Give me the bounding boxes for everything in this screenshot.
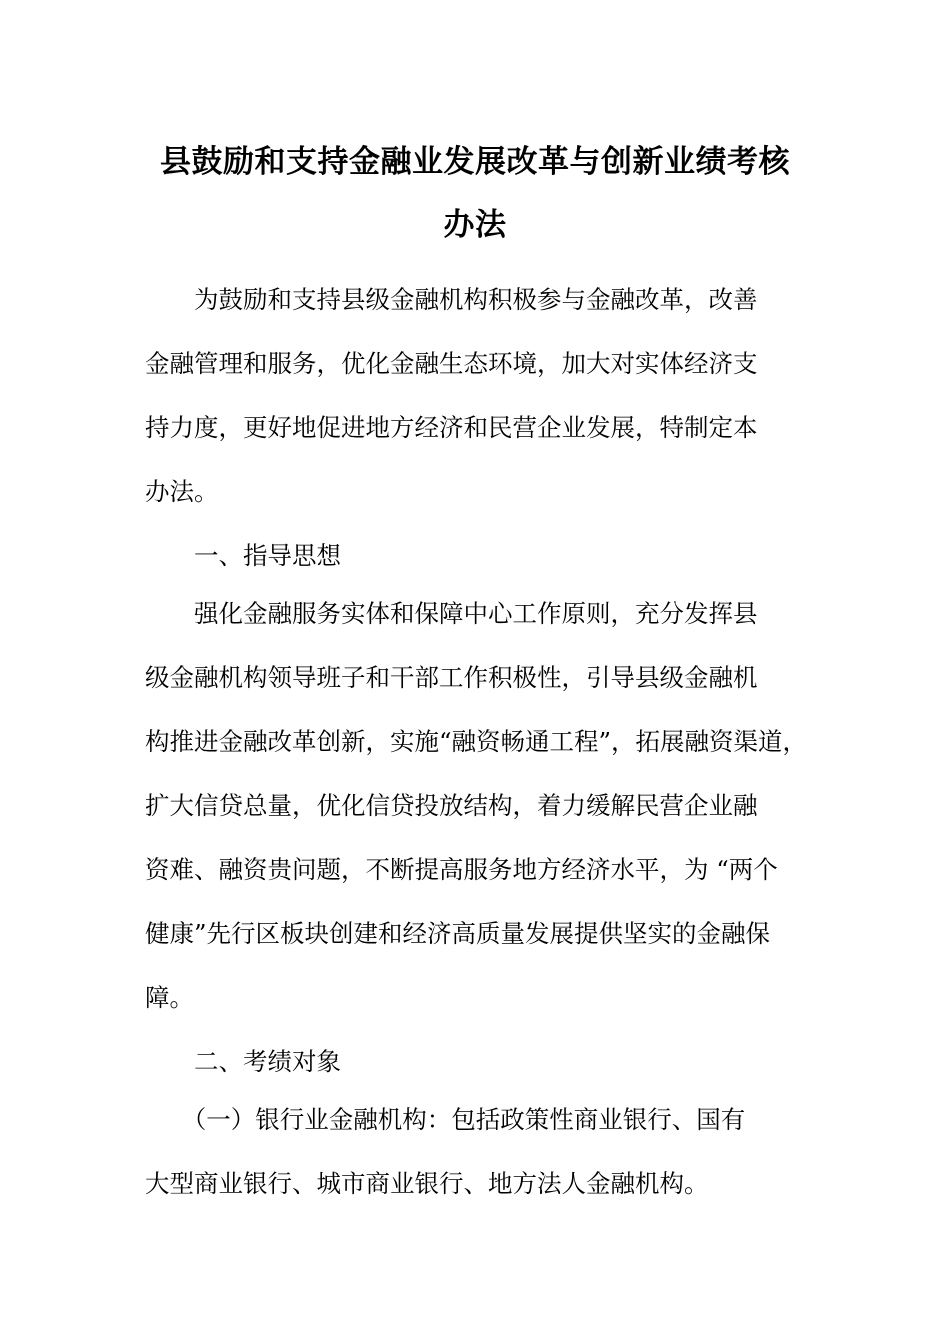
paragraph-guiding-line-6: 健康”先行区板块创建和经济高质量发展提供坚实的金融保: [145, 919, 771, 948]
document-title-line-1: 县鼓励和支持金融业发展改革与创新业绩考核: [160, 144, 790, 180]
paragraph-guiding-line-5: 资难、融资贵问题，不断提高服务地方经济水平，为 “两个: [145, 855, 778, 884]
paragraph-guiding-line-3: 构推进金融改革创新，实施“融资畅通工程”，拓展融资渠道，: [145, 727, 808, 756]
paragraph-objects-line-2: 大型商业银行、城市商业银行、地方法人金融机构。: [145, 1169, 709, 1198]
paragraph-guiding-line-4: 扩大信贷总量，优化信贷投放结构，着力缓解民营企业融: [145, 791, 758, 820]
paragraph-guiding-line-7: 障。: [145, 983, 194, 1012]
paragraph-intro-line-3: 持力度，更好地促进地方经济和民营企业发展，特制定本: [145, 413, 758, 442]
paragraph-intro-line-2: 金融管理和服务，优化金融生态环境，加大对实体经济支: [145, 349, 758, 378]
section-heading-guiding-ideology: 一、指导思想: [145, 541, 341, 570]
paragraph-intro-line-1: 为鼓励和支持县级金融机构积极参与金融改革，改善: [145, 285, 758, 314]
paragraph-intro-line-4: 办法。: [145, 477, 219, 506]
section-heading-assessment-objects: 二、考绩对象: [145, 1047, 341, 1076]
paragraph-guiding-line-2: 级金融机构领导班子和干部工作积极性，引导县级金融机: [145, 663, 758, 692]
paragraph-objects-line-1: （一）银行业金融机构：包括政策性商业银行、国有: [145, 1105, 746, 1134]
paragraph-guiding-line-1: 强化金融服务实体和保障中心工作原则，充分发挥县: [145, 599, 758, 628]
document-title-line-2: 办法: [443, 207, 507, 243]
